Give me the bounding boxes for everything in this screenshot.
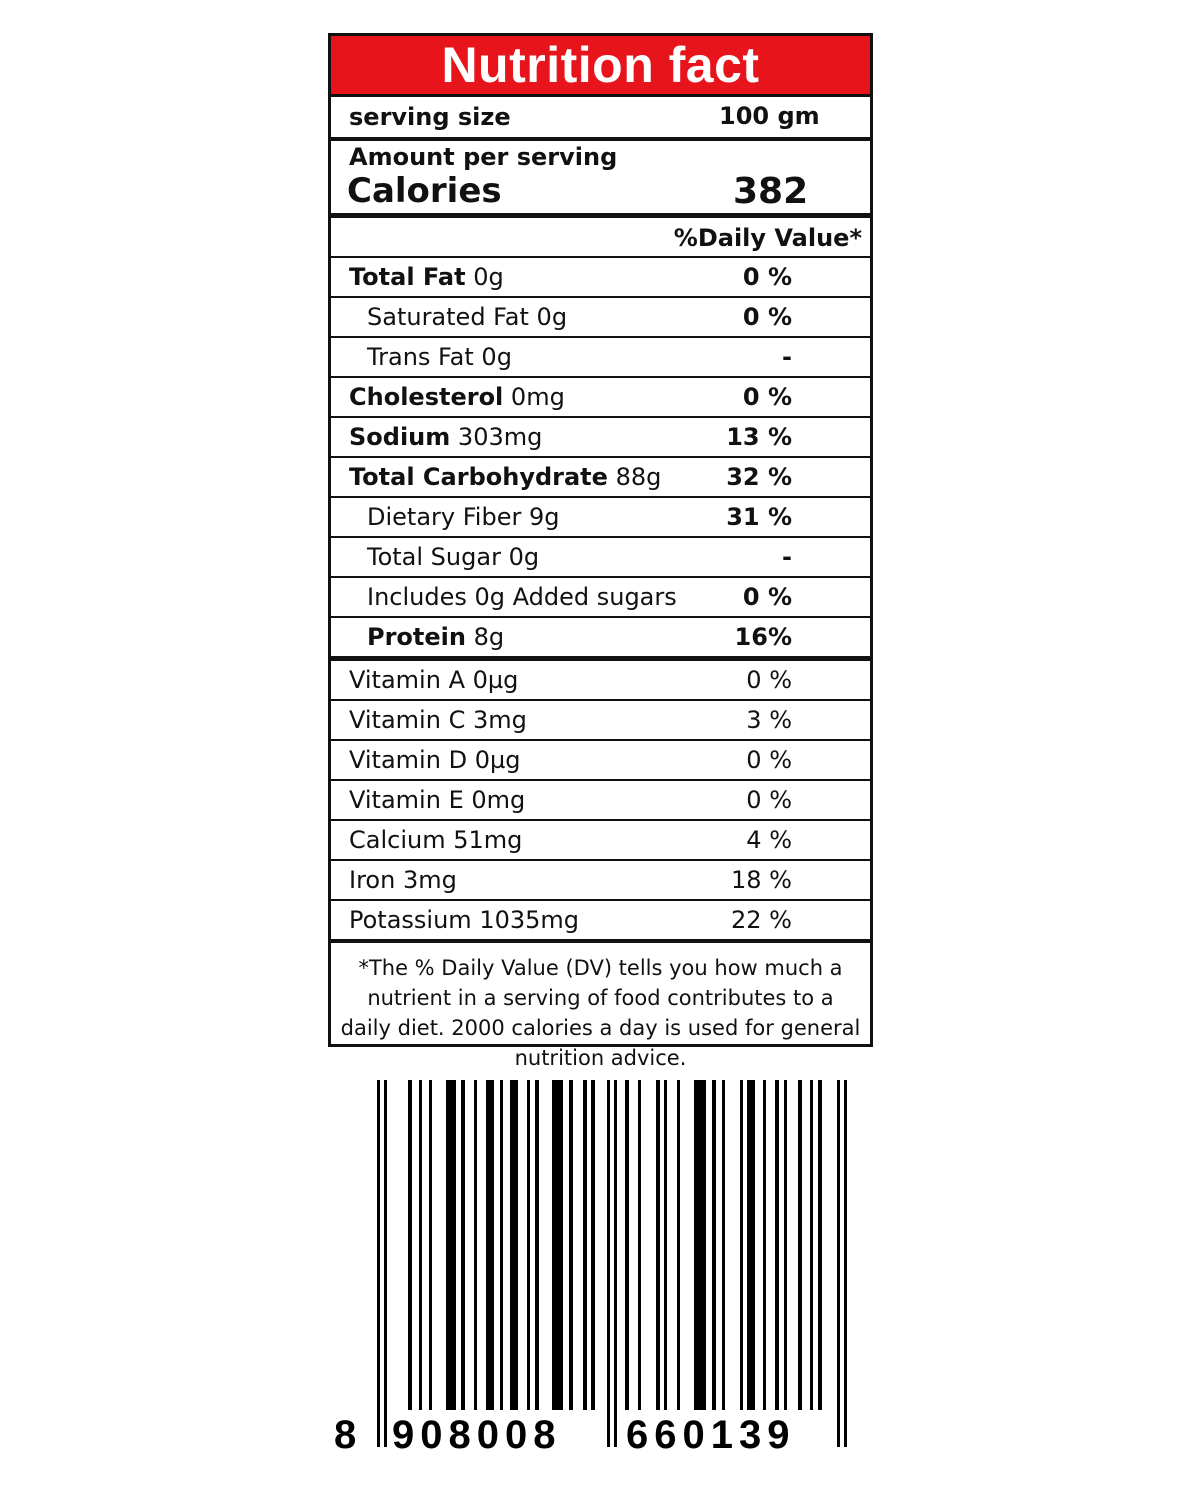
nutrient-amount: 0mg bbox=[510, 383, 565, 411]
barcode-bar bbox=[419, 1080, 422, 1410]
barcode-bar bbox=[474, 1080, 477, 1410]
calories-block bbox=[331, 141, 870, 218]
nutrient-row-sodium bbox=[331, 418, 870, 458]
nutrient-amount: 0g bbox=[536, 303, 568, 331]
nutrient-row-saturated-fat bbox=[331, 298, 870, 338]
barcode-bar bbox=[500, 1080, 503, 1410]
nutrient-name: Total Carbohydrate bbox=[349, 463, 608, 491]
barcode-bar bbox=[763, 1080, 766, 1410]
barcode-bar bbox=[818, 1080, 822, 1410]
barcode-guard-bar bbox=[384, 1080, 387, 1447]
vitamin-dv: 22 % bbox=[731, 906, 792, 934]
nutrient-amount: 0g bbox=[481, 343, 512, 371]
barcode-bar bbox=[664, 1080, 667, 1410]
daily-value-header-text: %Daily Value* bbox=[673, 224, 862, 252]
nutrient-name: Total Sugar bbox=[367, 543, 501, 571]
nutrient-amount: 9g bbox=[528, 503, 560, 531]
barcode-digits-right: 660139 bbox=[626, 1413, 796, 1457]
vitamin-row-vitamin-a bbox=[331, 661, 870, 701]
vitamin-amount: 3mg bbox=[402, 866, 457, 894]
barcode-bars bbox=[377, 1080, 847, 1447]
nutrient-dv: 0 % bbox=[742, 583, 792, 611]
barcode-bar bbox=[677, 1080, 680, 1410]
vitamin-row-vitamin-c bbox=[331, 701, 870, 741]
daily-value-footnote: *The % Daily Value (DV) tells you how much a nutrient in a serving of food contributes to a daily diet. 2000 calories a day is used for general nutrition advice. bbox=[340, 956, 861, 1070]
vitamin-dv: 4 % bbox=[746, 826, 792, 854]
barcode-bar bbox=[510, 1080, 518, 1410]
vitamin-dv: 3 % bbox=[746, 706, 792, 734]
vitamin-amount: 0µg bbox=[472, 666, 519, 694]
vitamin-dv: 0 % bbox=[746, 666, 792, 694]
barcode-bar bbox=[638, 1080, 641, 1410]
nutrient-dv: 0 % bbox=[742, 303, 792, 331]
nutrient-name: Dietary Fiber bbox=[367, 503, 522, 531]
vitamin-name: Vitamin C bbox=[349, 706, 466, 734]
nutrient-name: Cholesterol bbox=[349, 383, 504, 411]
serving-size-row bbox=[331, 97, 870, 141]
amount-per-serving-label: Amount per serving bbox=[349, 143, 618, 171]
barcode-guard-bar bbox=[607, 1080, 610, 1447]
barcode-bar bbox=[810, 1080, 813, 1410]
nutrient-row-cholesterol bbox=[331, 378, 870, 418]
nutrient-dv: 0 % bbox=[742, 263, 792, 291]
barcode-bar bbox=[408, 1080, 412, 1410]
vitamin-name: Vitamin E bbox=[349, 786, 464, 814]
vitamin-name: Potassium bbox=[349, 906, 472, 934]
barcode-guard-bar bbox=[844, 1080, 847, 1447]
barcode-bar bbox=[775, 1080, 779, 1410]
serving-size-label: serving size bbox=[349, 103, 511, 131]
serving-size-value: 100 gm bbox=[719, 102, 820, 130]
vitamin-amount: 1035mg bbox=[479, 906, 580, 934]
barcode-bar bbox=[429, 1080, 432, 1410]
nutrient-row-protein bbox=[331, 618, 870, 661]
calories-label: Calories bbox=[347, 171, 502, 211]
barcode-bar bbox=[569, 1080, 573, 1410]
vitamin-amount: 3mg bbox=[472, 706, 527, 734]
barcode-guard-bar bbox=[837, 1080, 840, 1447]
barcode-bar bbox=[694, 1080, 706, 1410]
barcode-digits-left: 908008 bbox=[392, 1413, 562, 1457]
nutrient-amount: 8g bbox=[473, 623, 505, 651]
nutrient-dv: 16% bbox=[734, 623, 792, 651]
vitamin-row-calcium bbox=[331, 821, 870, 861]
vitamin-row-iron bbox=[331, 861, 870, 901]
calories-value: 382 bbox=[733, 171, 809, 212]
barcode-bar bbox=[656, 1080, 660, 1410]
barcode-bar bbox=[535, 1080, 539, 1410]
nutrient-amount: 0g bbox=[508, 543, 540, 571]
vitamin-amount: 0µg bbox=[474, 746, 521, 774]
barcode-bar bbox=[486, 1080, 494, 1410]
vitamin-name: Vitamin A bbox=[349, 666, 465, 694]
nutrient-dv: 0 % bbox=[742, 383, 792, 411]
vitamin-name: Iron bbox=[349, 866, 396, 894]
nutrient-dv: 13 % bbox=[726, 423, 792, 451]
barcode-bar bbox=[527, 1080, 530, 1410]
vitamin-name: Vitamin D bbox=[349, 746, 468, 774]
nutrient-name: Protein bbox=[367, 623, 466, 651]
nutrient-row-total-sugar bbox=[331, 538, 870, 578]
barcode-guard-bar bbox=[614, 1080, 617, 1447]
nutrient-row-total-carbohydrate bbox=[331, 458, 870, 498]
barcode bbox=[328, 1072, 873, 1462]
nutrition-label bbox=[328, 33, 873, 1070]
nutrient-row-added-sugars bbox=[331, 578, 870, 618]
vitamin-row-vitamin-e bbox=[331, 781, 870, 821]
nutrient-row-trans-fat bbox=[331, 338, 870, 378]
vitamin-row-vitamin-d bbox=[331, 741, 870, 781]
nutrient-name: Total Fat bbox=[349, 263, 466, 291]
nutrient-name: Saturated Fat bbox=[367, 303, 529, 331]
nutrient-dv: 32 % bbox=[726, 463, 792, 491]
barcode-bar bbox=[798, 1080, 802, 1410]
nutrient-amount: 0g bbox=[473, 263, 504, 291]
barcode-digit-first: 8 bbox=[334, 1413, 357, 1457]
vitamin-dv: 0 % bbox=[746, 746, 792, 774]
barcode-bar bbox=[461, 1080, 465, 1410]
nutrient-amount: 303mg bbox=[457, 423, 543, 451]
barcode-bar bbox=[625, 1080, 629, 1410]
barcode-bar bbox=[552, 1080, 563, 1410]
nutrient-dv: - bbox=[782, 543, 792, 571]
nutrient-name: Includes 0g Added sugars bbox=[367, 583, 677, 611]
daily-value-header bbox=[331, 218, 870, 258]
nutrient-row-dietary-fiber bbox=[331, 498, 870, 538]
barcode-guard-bar bbox=[377, 1080, 380, 1447]
vitamin-amount: 51mg bbox=[453, 826, 523, 854]
nutrient-amount: 88g bbox=[615, 463, 662, 491]
barcode-bar bbox=[722, 1080, 725, 1410]
nutrient-dv: 31 % bbox=[726, 503, 792, 531]
barcode-bar bbox=[446, 1080, 456, 1410]
vitamin-dv: 18 % bbox=[731, 866, 792, 894]
nutrient-dv: - bbox=[782, 343, 792, 371]
nutrient-name: Sodium bbox=[349, 423, 451, 451]
vitamin-name: Calcium bbox=[349, 826, 446, 854]
barcode-bar bbox=[583, 1080, 587, 1410]
barcode-bar bbox=[591, 1080, 595, 1410]
label-title: Nutrition fact bbox=[331, 36, 870, 97]
vitamin-amount: 0mg bbox=[471, 786, 526, 814]
nutrient-name: Trans Fat bbox=[367, 343, 474, 371]
barcode-bar bbox=[740, 1080, 743, 1410]
barcode-bar bbox=[784, 1080, 787, 1410]
nutrient-row-total-fat bbox=[331, 258, 870, 298]
vitamin-row-potassium bbox=[331, 901, 870, 943]
barcode-bar bbox=[712, 1080, 716, 1410]
barcode-bar bbox=[747, 1080, 755, 1410]
vitamin-dv: 0 % bbox=[746, 786, 792, 814]
